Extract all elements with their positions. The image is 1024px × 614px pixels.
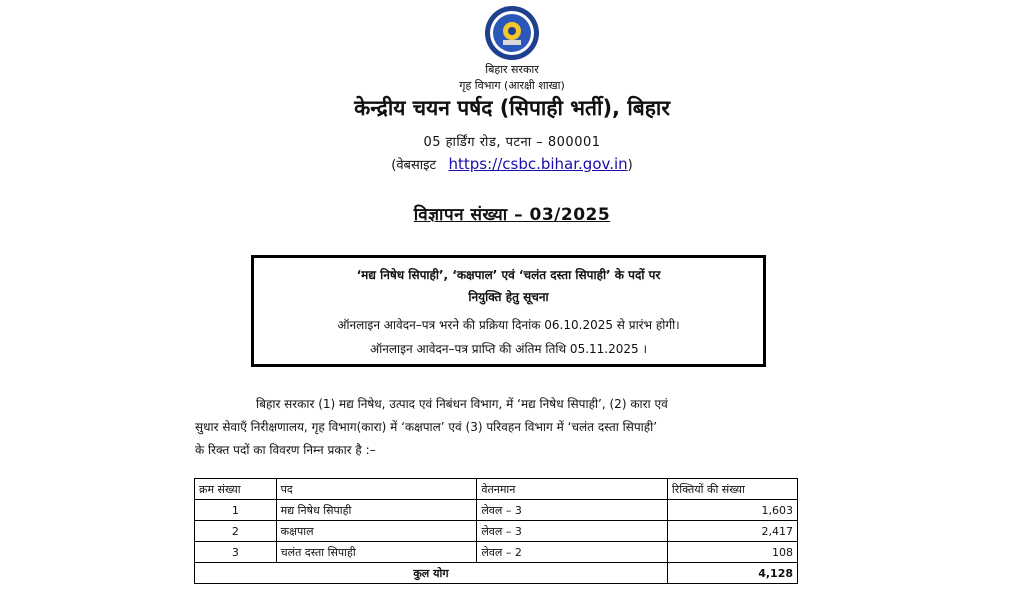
table-row [195, 500, 798, 521]
govt-name: बिहार सरकार [485, 63, 539, 76]
police-emblem-icon [483, 4, 541, 62]
paragraph-line-2: सुधार सेवाएँ निरीक्षणालय, गृह विभाग(कारा) में ‘कक्षपाल’ एवं (3) परिवहन विभाग में ‘चलंत दस्ता सिपाही’ [195, 420, 658, 434]
column-header: रिक्तियों की संख्या [667, 479, 797, 500]
website-link[interactable]: https://csbc.bihar.gov.in [448, 155, 628, 173]
serial-number: 1 [195, 500, 277, 521]
notice-line-3: ऑनलाइन आवेदन–पत्र भरने की प्रक्रिया दिनांक 06.10.2025 से प्रारंभ होगी। [337, 318, 680, 332]
column-header: वेतनमान [477, 479, 668, 500]
post-name: चलंत दस्ता सिपाही [276, 542, 477, 563]
department-name: गृह विभाग (आरक्षी शाखा) [459, 79, 565, 92]
notice-line-4: ऑनलाइन आवेदन–पत्र प्राप्ति की अंतिम तिथि 05.11.2025 । [369, 342, 648, 356]
vacancy-count: 2,417 [667, 521, 797, 542]
total-label: कुल योग [195, 563, 668, 584]
pay-level: लेवल – 3 [477, 521, 668, 542]
serial-number: 2 [195, 521, 277, 542]
post-name: कक्षपाल [276, 521, 477, 542]
paragraph-line-3: के रिक्त पदों का विवरण निम्न प्रकार है :– [195, 443, 376, 457]
address: 05 हार्डिंग रोड, पटना – 800001 [423, 135, 601, 150]
serial-number: 3 [195, 542, 277, 563]
notice-line-1: ‘मद्य निषेध सिपाही’, ‘कक्षपाल’ एवं ‘चलंत दस्ता सिपाही’ के पदों पर [356, 268, 661, 282]
vacancy-table [194, 478, 798, 584]
vacancy-count: 108 [667, 542, 797, 563]
post-name: मद्य निषेध सिपाही [276, 500, 477, 521]
notice-box [251, 255, 766, 367]
website-suffix: ) [627, 158, 633, 173]
table-total-row [195, 563, 798, 584]
pay-level: लेवल – 3 [477, 500, 668, 521]
notice-line-2: नियुक्ति हेतु सूचना [468, 290, 549, 304]
table-header-row [195, 479, 798, 500]
vacancy-count: 1,603 [667, 500, 797, 521]
website-prefix: (वेबसाइट [391, 158, 437, 173]
column-header: पद [276, 479, 477, 500]
table-row [195, 521, 798, 542]
paragraph-line-1: बिहार सरकार (1) मद्य निषेध, उत्पाद एवं निबंधन विभाग, में ‘मद्य निषेध सिपाही’, (2) कारा एवं [256, 397, 668, 411]
total-value: 4,128 [667, 563, 797, 584]
column-header: क्रम संख्या [195, 479, 277, 500]
advertisement-number: विज्ञापन संख्या – 03/2025 [413, 205, 611, 225]
org-title: केन्द्रीय चयन पर्षद (सिपाही भर्ती), बिहार [354, 96, 670, 120]
website-line [0, 155, 1024, 173]
table-row [195, 542, 798, 563]
pay-level: लेवल – 2 [477, 542, 668, 563]
